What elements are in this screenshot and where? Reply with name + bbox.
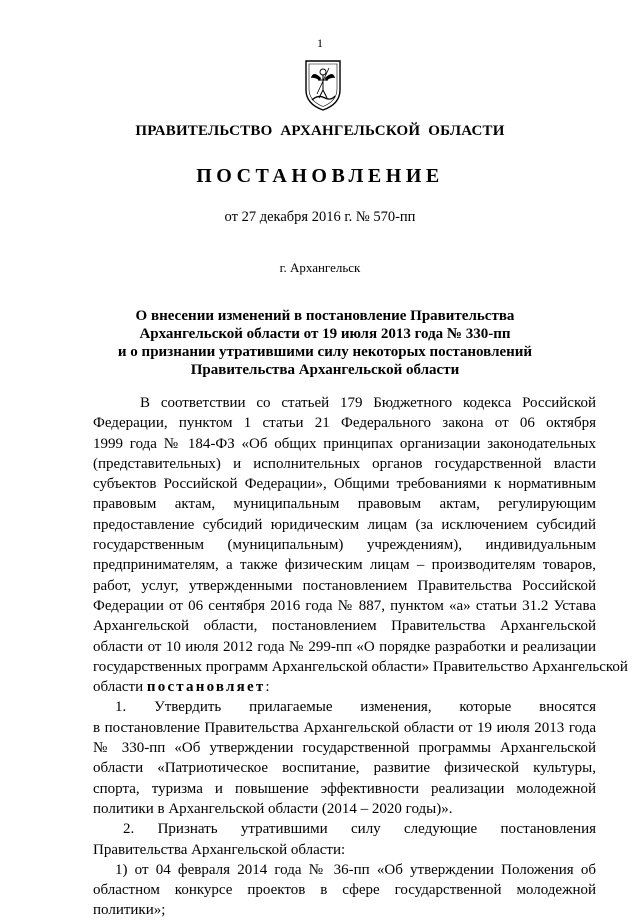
- body-line: (представительных) и исполнительных органов государственной власти: [93, 455, 596, 472]
- item-1-line: в постановление Правительства Архангельской области от 19 июля 2013 года: [93, 719, 596, 736]
- heading-line: Архангельской области от 19 июля 2013 года № 330-пп: [139, 326, 511, 342]
- document-city: г. Архангельск: [279, 260, 361, 275]
- body-line: государственным (муниципальным) учреждениям), индивидуальным: [93, 537, 596, 554]
- document-body: [93, 393, 628, 921]
- body-line: 1999 года № 184-ФЗ «Об общих принципах организации законодательных: [93, 435, 596, 452]
- item-1-line: спорта, туризма и повышение эффективности реализации молодежной: [93, 780, 596, 797]
- arkhangelsk-coat-of-arms-icon: [303, 58, 343, 112]
- document-heading: [95, 307, 555, 379]
- resolves-suffix: :: [265, 679, 270, 696]
- resolves-prefix: области: [93, 679, 147, 696]
- item-1-line: политики в Архангельской области (2014 – 2020 годы)».: [93, 800, 453, 817]
- item-1-line: области «Патриотическое воспитание, развитие физической культуры,: [93, 760, 596, 777]
- body-line: государственных программ Архангельской области» Правительство Архангельской: [93, 658, 628, 675]
- document-date-number: от 27 декабря 2016 г. № 570-пп: [224, 209, 416, 225]
- body-line: работ, услуг, утвержденными постановлением Правительства Российской: [93, 577, 596, 594]
- page-number: 1: [317, 36, 323, 50]
- body-line: Федерации, пунктом 1 статьи 21 Федерального закона от 06 октября: [93, 415, 596, 432]
- item-2-line: Правительства Архангельской области:: [93, 841, 346, 858]
- heading-line: Правительства Архангельской области: [190, 362, 460, 378]
- heading-line: и о признании утратившими силу некоторых постановлений: [117, 344, 533, 360]
- body-line: Архангельской области, постановлением Правительства Архангельской: [93, 618, 596, 635]
- heading-line: О внесении изменений в постановление Правительства: [135, 308, 515, 324]
- body-line: предоставление субсидий юридическим лицам (за исключением субсидий: [93, 516, 596, 533]
- sub-item-1-line: областном конкурсе проектов в сфере государственной молодежной: [93, 882, 596, 899]
- sub-item-1-line: политики»;: [93, 902, 166, 919]
- body-line: правовым актам, муниципальным правовым актам, регулирующим: [93, 496, 596, 513]
- document-type-title: ПОСТАНОВЛЕНИЕ: [196, 165, 444, 187]
- body-line: субъектов Российской Федерации», Общими требованиями к нормативным: [93, 476, 596, 493]
- resolves-line: [93, 677, 596, 697]
- sub-item-1-line: 1) от 04 февраля 2014 года № 36-пп «Об утверждении Положения об: [115, 861, 596, 878]
- item-1-line: № 330-пп «Об утверждении государственной программы Архангельской: [93, 740, 596, 757]
- body-line: Федерации от 06 сентября 2016 года № 887, пунктом «а» статьи 31.2 Устава: [93, 597, 596, 614]
- body-line: В соответствии со статьей 179 Бюджетного кодекса Российской: [140, 395, 596, 411]
- body-line: области от 10 июля 2012 года № 299-пп «О порядке разработки и реализации: [93, 638, 596, 655]
- item-2-line: 2. Признать утратившими силу следующие постановления: [123, 821, 596, 838]
- resolves-word: постановляет: [146, 679, 266, 696]
- item-1-line: 1. Утвердить прилагаемые изменения, которые вносятся: [115, 699, 596, 716]
- government-title: ПРАВИТЕЛЬСТВО АРХАНГЕЛЬСКОЙ ОБЛАСТИ: [135, 123, 505, 139]
- body-line: предпринимателям, а также физическим лицам – производителям товаров,: [93, 557, 596, 574]
